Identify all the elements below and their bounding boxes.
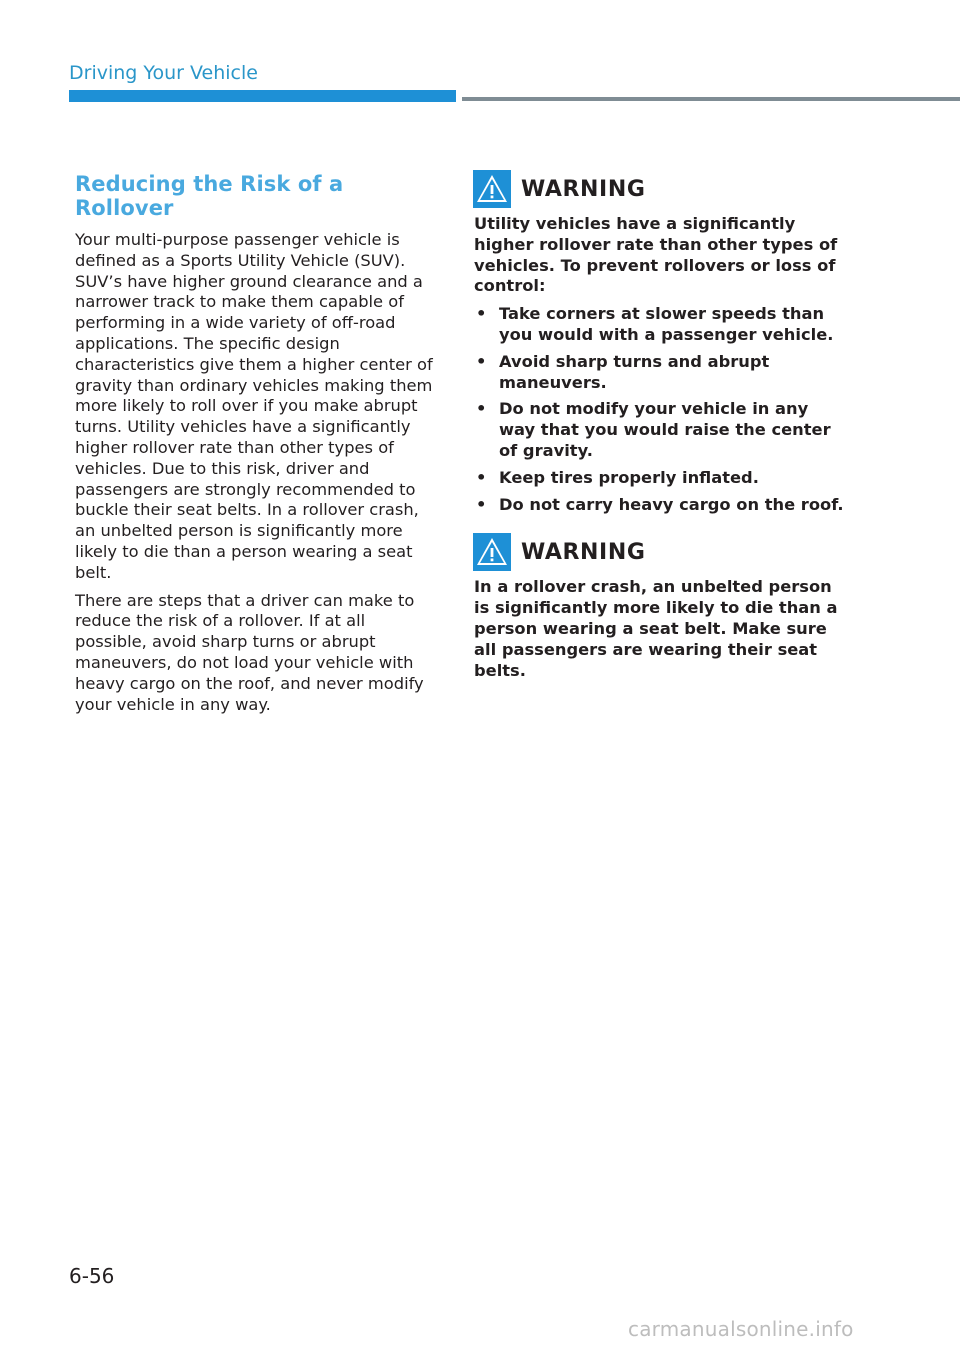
warning-title: WARNING (521, 176, 646, 202)
bullet-item: • Avoid sharp turns and abrupt maneuvers. (474, 352, 844, 394)
warning-bullet-list (474, 304, 844, 515)
right-column (474, 170, 844, 699)
bullet-item: • Do not carry heavy cargo on the roof. (474, 495, 844, 516)
watermark-link[interactable]: carmanualsonline.info (628, 1317, 854, 1341)
warning-header (473, 170, 844, 208)
section-heading: Reducing the Risk of a Rollover (75, 172, 344, 220)
header-rule-gray (462, 97, 960, 101)
left-column (75, 172, 440, 722)
warning-box-1 (474, 170, 844, 515)
warning-intro: Utility vehicles have a significantly higher rollover rate than other types of vehicles. To prevent rollovers or loss of control: (474, 214, 838, 296)
warning-triangle-icon (473, 170, 511, 208)
bullet-item: • Keep tires properly inflated. (474, 468, 844, 489)
body-paragraph-2: There are steps that a driver can make to reduce the risk of a rollover. If at all possible, avoid sharp turns or abrupt maneuvers, do not load your vehicle with heavy cargo on the roof, and never modify your vehicle in any way. (75, 590, 424, 714)
bullet-item: • Do not modify your vehicle in any way that you would raise the center of gravity. (474, 399, 844, 461)
header-rule-accent (69, 90, 456, 102)
warning-header (473, 533, 844, 571)
warning-text: In a rollover crash, an unbelted person is significantly more likely to die than a person wearing a seat belt. Make sure all passengers are wearing their seat belts. (474, 577, 838, 680)
warning-triangle-icon (473, 533, 511, 571)
body-paragraph-1: Your multi-purpose passenger vehicle is defined as a Sports Utility Vehicle (SUV). SUV’s have higher ground clearance and a narrower track to make them capable of performing in a wide variety of off-road applications. The specific design characteristics give them a higher center of gravity than ordinary vehicles making them more likely to roll over if you make abrupt turns. Utility vehicles have a significantly higher rollover rate than other types of vehicles. Due to this risk, driver and passengers are strongly recommended to buckle their seat belts. In a rollover crash, an unbelted person is significantly more likely to die than a person wearing a seat belt. (75, 230, 433, 582)
warning-box-2 (474, 533, 844, 681)
page-number: 6-56 (69, 1264, 115, 1288)
bullet-item: • Take corners at slower speeds than you would with a passenger vehicle. (474, 304, 844, 346)
warning-title: WARNING (521, 539, 646, 565)
header-section-title: Driving Your Vehicle (69, 62, 258, 84)
